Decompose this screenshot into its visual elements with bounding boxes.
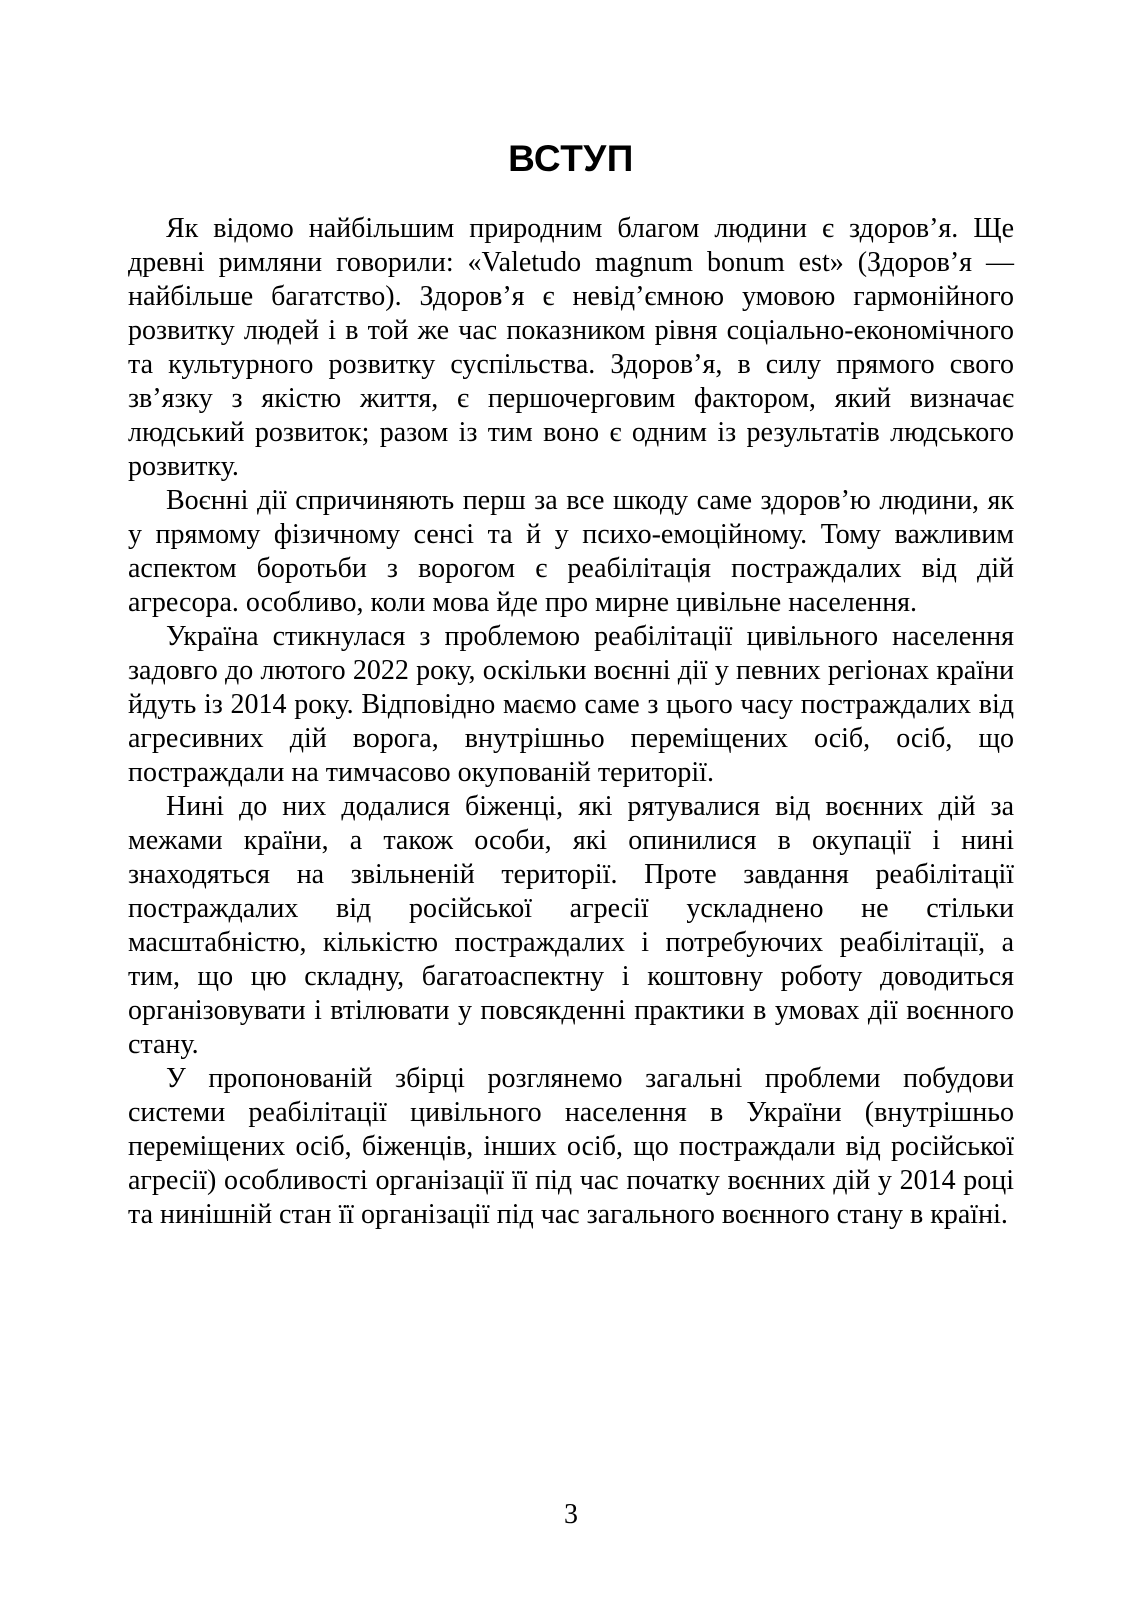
document-body <box>128 212 1014 1232</box>
paragraph-ukraine-2014: Україна стикнулася з проблемою реабілітації цивільного населення задовго до лютого 2022 року, оскільки воєнні дії у певних регіонах країни йдуть із 2014 року. Відповідно маємо саме з цього часу постраждалих від агресивних дій ворога, внутрішньо переміщених осіб, осіб, що постраждали на тимчасово окупованій території. <box>128 621 1014 788</box>
paragraph-war-harm: Воєнні дії спричиняють перш за все шкоду саме здоров’ю людини, як у прямому фізичному сенсі та й у психо-емоційному. Тому важливим аспектом боротьби з ворогом є реабілітація постраждалих від дій агресора. особливо, коли мова йде про мирне цивільне населення. <box>128 485 1014 618</box>
paragraph-intro-health: Як відомо найбільшим природним благом людини є здоров’я. Ще древні римляни говорили: «Valetudo magnum bonum est» (Здоров’я — найбільше багатство). Здоров’я є невід’ємною умовою гармонійного розвитку людей і в той же час показником рівня соціально-економічного та культурного розвитку суспільства. Здоров’я, в силу прямого свого зв’язку з якістю життя, є першочерговим фактором, який визначає людський розвиток; разом із тим воно є одним із результатів людського розвитку. <box>128 213 1014 482</box>
paragraph-collection-overview: У пропонованій збірці розглянемо загальні проблеми побудови системи реабілітації цивільного населення в України (внутрішньо переміщених осіб, біженців, інших осіб, що постраждали від російської агресії) особливості організації її під час початку воєнних дій у 2014 році та нинішній стан її організації під час загального воєнного стану в країні. <box>128 1063 1014 1230</box>
paragraph-refugees: Нині до них додалися біженці, які рятувалися від воєнних дій за межами країни, а також особи, які опинилися в окупації і нині знаходяться на звільненій території. Проте завдання реабілітації постраждалих від російської агресії ускладнено не стільки масштабністю, кількістю постраждалих і потребуючих реабілітації, а тим, що цю складну, багатоаспектну і коштовну роботу доводиться організовувати і втілювати у повсякденні практики в умовах дії воєнного стану. <box>128 791 1014 1060</box>
page-number: 3 <box>564 1499 578 1530</box>
page-title: ВСТУП <box>508 138 634 179</box>
